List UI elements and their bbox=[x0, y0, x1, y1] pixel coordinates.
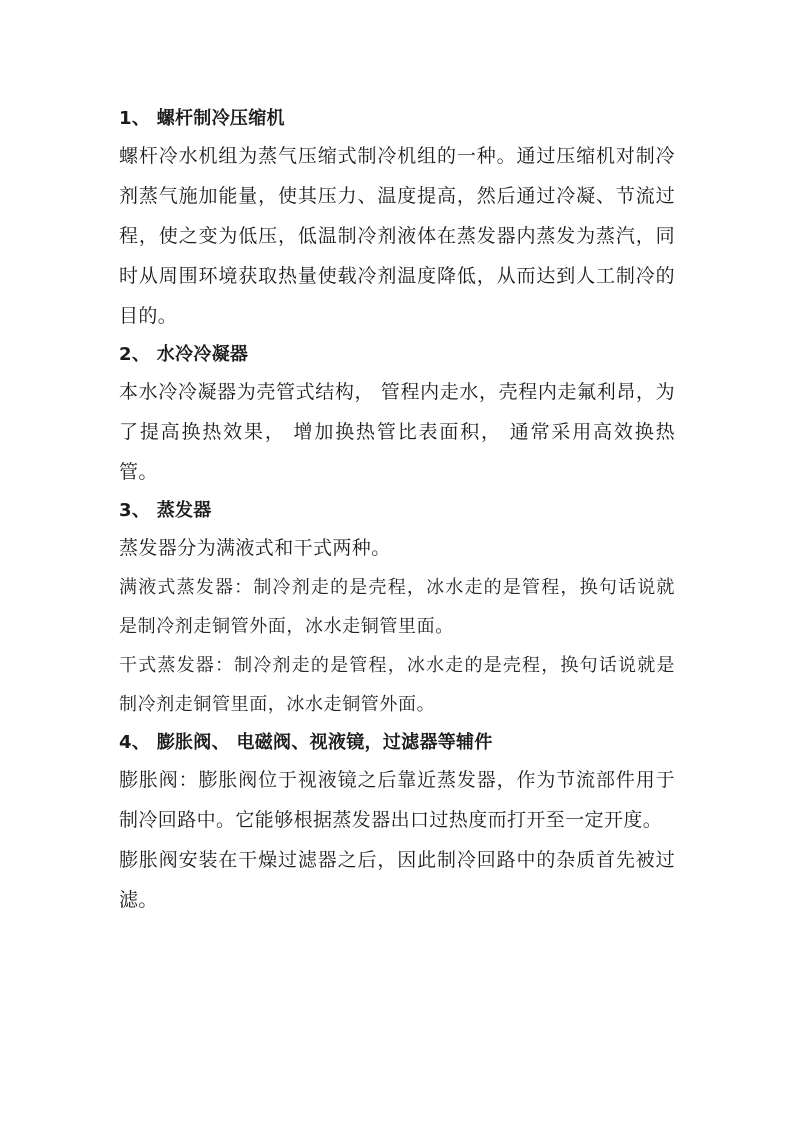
paragraph: 本水冷冷凝器为壳管式结构， 管程内走水，壳程内走氟利昂，为了提高换热效果， 增加换热管比表面积， 通常采用高效换热管。 bbox=[119, 381, 675, 483]
paragraph: 干式蒸发器：制冷剂走的是管程，冰水走的是壳程，换句话说就是制冷剂走铜管里面，冰水走铜管外面。 bbox=[119, 655, 675, 715]
section-heading: 2、 水冷冷凝器 bbox=[119, 344, 249, 365]
section-screw-compressor bbox=[119, 102, 675, 336]
paragraph: 满液式蒸发器：制冷剂走的是壳程，冰水走的是管程，换句话说就是制冷剂走铜管外面，冰水走铜管里面。 bbox=[119, 577, 675, 637]
section-heading: 1、 螺杆制冷压缩机 bbox=[119, 108, 285, 129]
paragraph: 膨胀阀安装在干燥过滤器之后，因此制冷回路中的杂质首先被过滤。 bbox=[119, 849, 675, 911]
section-water-condenser bbox=[119, 338, 675, 492]
section-heading: 3、 蒸发器 bbox=[119, 500, 212, 521]
document-page bbox=[119, 100, 675, 920]
section-heading: 4、 膨胀阀、 电磁阀、视液镜，过滤器等辅件 bbox=[119, 732, 493, 753]
section-auxiliary-parts bbox=[119, 726, 675, 920]
paragraph: 螺杆冷水机组为蒸气压缩式制冷机组的一种。通过压缩机对制冷剂蒸气施加能量，使其压力、温度提高，然后通过冷凝、节流过程，使之变为低压，低温制冷剂液体在蒸发器内蒸发为蒸汽，同时从周围环境获取热量使载冷剂温度降低，从而达到人工制冷的目的。 bbox=[119, 145, 675, 327]
paragraph: 膨胀阀：膨胀阀位于视液镜之后靠近蒸发器，作为节流部件用于制冷回路中。它能够根据蒸发器出口过热度而打开至一定开度。 bbox=[119, 769, 675, 831]
section-evaporator bbox=[119, 494, 675, 724]
paragraph: 蒸发器分为满液式和干式两种。 bbox=[119, 537, 391, 559]
